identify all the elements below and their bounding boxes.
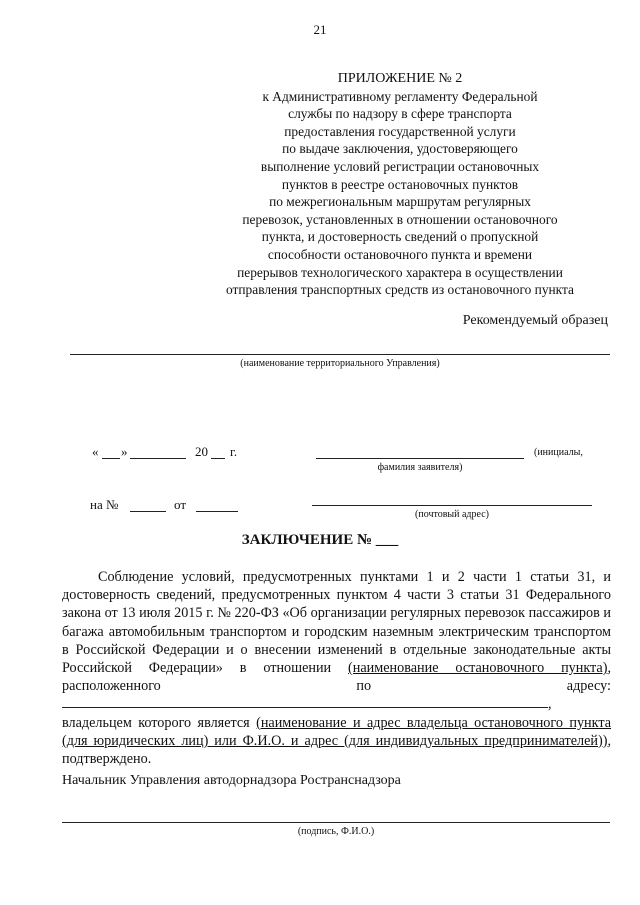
signature-caption: (подпись, Ф.И.О.) [297,826,375,837]
date-year-prefix: 20 [195,444,208,459]
owner-placeholder: (наименование и адрес владельца остановочного пункта (для юридических лиц) или Ф.И.О. и адрес (для индивидуальных предпринимателей)) [62,714,612,749]
appendix-line: перевозок, установленных в отношении остановочного [242,211,558,227]
body-text: Соблюдение условий, предусмотренных пунктами 1 и 2 части 1 статьи 31, и достоверность сведений, предусмотренных пунктом 4 части 3 статьи 31 Федерального закона от 13 июля 2015 г. № 220-ФЗ «Об организации регулярных перевозок пассажиров и багажа автомобильным транспортом и городским наземным электрическим транспортом в Российской Федерации и о внесении изменений в отдельные законодательные акты Российской Федерации» в отношении [62,569,611,677]
conclusion-title: ЗАКЛЮЧЕНИЕ № ___ [241,532,399,548]
date-day-blank [102,458,120,459]
postal-caption: (почтовый адрес) [415,509,489,520]
applicant-initials-label: (инициалы, [534,447,583,458]
date-close-quote: » [121,444,128,459]
page-number: 21 [313,22,327,37]
body-text: , подтверждено. [62,732,611,768]
appendix-line: по межрегиональным маршрутам регулярных [269,194,531,210]
date-open-quote: « [92,444,99,459]
body-text: , владельцем которого является [62,696,552,731]
applicant-surname-label: фамилия заявителя) [377,462,463,473]
head-signatory: Начальник Управления автодорнадзора Ространснадзора [62,773,401,788]
appendix-line: перерывов технологического характера в осуществлении [237,264,563,280]
appendix-line: предоставления государственной услуги [284,123,516,139]
appendix-line: службы по надзору в сфере транспорта [288,106,512,122]
signature-line [62,822,610,823]
applicant-field-line [316,458,524,459]
territorial-field-line [70,354,610,355]
postal-field-line [312,505,592,506]
ref-date-blank [196,511,238,512]
conclusion-body [62,568,611,768]
appendix-line: пунктов в реестре остановочных пунктов [281,176,519,192]
date-month-blank [130,458,186,459]
date-year-blank [211,458,225,459]
body-text: , расположенного по адресу: [62,660,612,695]
appendix-line: отправления транспортных средств из остановочного пункта [226,282,574,298]
appendix-header [190,70,610,299]
appendix-line: по выдаче заключения, удостоверяющего [282,141,518,157]
appendix-line: способности остановочного пункта и времени [267,246,533,262]
appendix-line: выполнение условий регистрации остановочных [260,158,540,174]
appendix-line: к Административному регламенту Федеральной [262,88,538,104]
territorial-caption: (наименование территориального Управления) [240,358,440,369]
recommended-sample-label: Рекомендуемый образец [462,313,608,328]
ref-date-label: от [174,497,187,512]
date-year-suffix: г. [230,444,238,459]
address-blank [62,695,548,708]
ref-number-label: на № [90,497,119,512]
ref-number-blank [130,511,166,512]
appendix-title: ПРИЛОЖЕНИЕ № 2 [337,71,463,86]
stop-name-placeholder: (наименование остановочного пункта) [348,660,608,677]
appendix-line: пункта, и достоверность сведений о пропускной [261,229,539,245]
